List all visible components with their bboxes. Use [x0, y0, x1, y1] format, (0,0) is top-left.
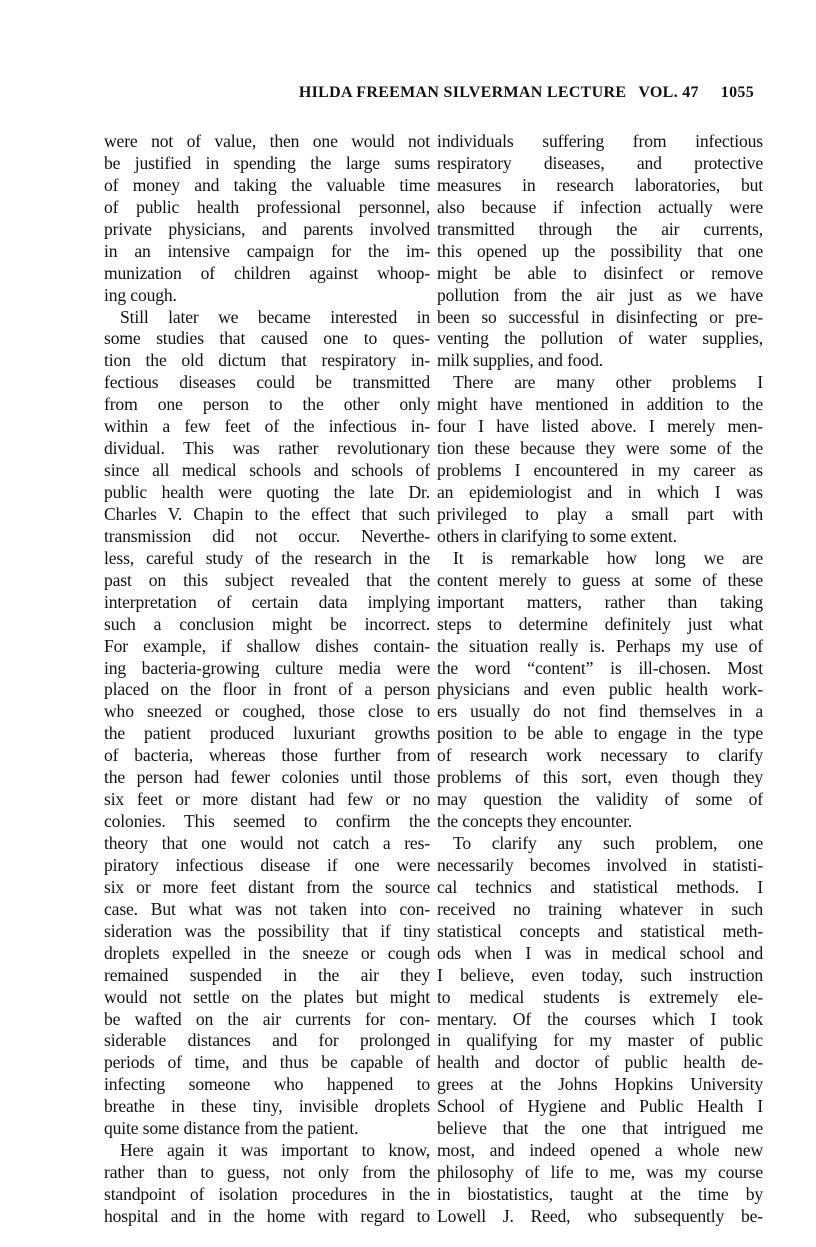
text-line: believe that the one that intrigued me [437, 1118, 763, 1139]
text-line: received no training whatever in such [437, 898, 763, 919]
text-line: four I have listed above. I merely men- [437, 416, 763, 437]
text-line: tion the old dictum that respiratory in- [104, 350, 430, 371]
text-line: of public health professional personnel, [104, 196, 430, 217]
text-line: would not settle on the plates but might [104, 986, 430, 1007]
text-line: some studies that caused one to ques- [104, 328, 430, 349]
text-line: problems I encountered in my career as [437, 460, 763, 481]
text-line: hospital and in the home with regard to [104, 1205, 430, 1226]
text-line: might have mentioned in addition to the [437, 394, 763, 415]
text-line: piratory infectious disease if one were [104, 854, 430, 875]
text-line: problems of this sort, even though they [437, 767, 763, 788]
text-line: transmitted through the air currents, [437, 218, 763, 239]
text-line: standpoint of isolation procedures in the [104, 1184, 430, 1204]
text-line: this opened up the possibility that one [437, 240, 763, 261]
text-line: position to be able to engage in the type [437, 723, 763, 744]
text-line: in biostatistics, taught at the time by [437, 1184, 763, 1204]
text-line: droplets expelled in the sneeze or cough [104, 942, 430, 963]
text-line: be wafted on the air currents for con- [104, 1008, 430, 1029]
text-line: School of Hygiene and Public Health I [437, 1096, 763, 1117]
text-line: philosophy of life to me, was my course [437, 1162, 763, 1183]
text-line: statistical concepts and statistical meth- [437, 920, 763, 941]
text-line: For example, if shallow dishes contain- [104, 635, 430, 656]
text-line: past on this subject revealed that the [104, 569, 430, 590]
text-line: pollution from the air just as we have [437, 284, 763, 305]
text-line: steps to determine definitely just what [437, 613, 763, 634]
text-line: sideration was the possibility that if tiny [104, 920, 430, 941]
text-line: theory that one would not catch a res- [104, 833, 430, 853]
text-line: placed on the floor in front of a person [104, 679, 430, 700]
text-line: who sneezed or coughed, those close to [104, 701, 430, 722]
text-line: fectious diseases could be transmitted [104, 372, 430, 393]
text-line: the word “content” is ill-chosen. Most [437, 657, 763, 678]
text-line: Still later we became interested in [120, 306, 430, 327]
text-line: To clarify any such problem, one [453, 833, 763, 853]
text-line: public health were quoting the late Dr. [104, 482, 430, 502]
text-line: ing bacteria-growing culture media were [104, 657, 430, 678]
text-line: important matters, rather than taking [437, 591, 763, 612]
text-line: such a conclusion might be incorrect. [104, 613, 430, 634]
text-line: most, and indeed opened a whole new [437, 1140, 763, 1161]
text-line: less, careful study of the research in the [104, 547, 430, 568]
text-line: in an intensive campaign for the im- [104, 240, 430, 261]
text-line: dividual. This was rather revolutionary [104, 438, 430, 459]
text-line: venting the pollution of water supplies, [437, 328, 763, 349]
text-line: in qualifying for my master of public [437, 1030, 763, 1051]
text-line: be justified in spending the large sums [104, 152, 430, 173]
text-line: colonies. This seemed to confirm the [104, 811, 430, 832]
text-line: Lowell J. Reed, who subsequently be- [437, 1205, 763, 1226]
text-line: ers usually do not find themselves in a [437, 701, 763, 722]
right-column [437, 131, 763, 1228]
text-line: the concepts they encounter. [437, 811, 633, 832]
text-line: the situation really is. Perhaps my use of [437, 635, 763, 656]
text-line: of bacteria, whereas those further from [104, 745, 430, 766]
text-line: respiratory diseases, and protective [437, 152, 763, 173]
text-line: I believe, even today, such instruction [437, 964, 763, 985]
text-line: individuals suffering from infectious [437, 131, 763, 151]
running-head [298, 84, 754, 108]
text-line: also because if infection actually were [437, 196, 763, 217]
text-line: Charles V. Chapin to the effect that such [104, 503, 430, 524]
text-line: cal technics and statistical methods. I [437, 876, 763, 897]
text-line: rather than to guess, not only from the [104, 1162, 430, 1183]
text-line: case. But what was not taken into con- [104, 898, 430, 919]
text-line: an epidemiologist and in which I was [437, 482, 763, 502]
text-line: ing cough. [104, 284, 177, 305]
text-line: since all medical schools and schools of [104, 460, 430, 481]
text-line: munization of children against whoop- [104, 262, 430, 283]
text-line: Here again it was important to know, [120, 1140, 430, 1161]
text-line: milk supplies, and food. [437, 350, 603, 371]
text-line: the patient produced luxuriant growths [104, 723, 430, 744]
text-line: transmission did not occur. Neverthe- [104, 525, 430, 546]
left-column [104, 131, 430, 1228]
text-line: siderable distances and for prolonged [104, 1030, 430, 1051]
text-line: There are many other problems I [453, 372, 763, 393]
text-line: were not of value, then one would not [104, 131, 430, 151]
page-number: 1055 [720, 84, 754, 101]
text-line: within a few feet of the infectious in- [104, 416, 430, 437]
text-line: tion these because they were some of the [437, 438, 763, 459]
text-line: infecting someone who happened to [104, 1074, 430, 1095]
text-line: necessarily becomes involved in statisti- [437, 854, 763, 875]
text-line: privileged to play a small part with [437, 503, 763, 524]
text-line: periods of time, and thus be capable of [104, 1052, 430, 1073]
text-line: from one person to the other only [104, 394, 430, 415]
text-line: others in clarifying to some extent. [437, 525, 677, 546]
text-line: content merely to guess at some of these [437, 569, 763, 590]
text-line: It is remarkable how long we are [453, 547, 763, 568]
text-line: six or more feet distant from the source [104, 876, 430, 897]
text-line: breathe in these tiny, invisible droplets [104, 1096, 430, 1117]
text-line: of money and taking the valuable time [104, 174, 430, 195]
text-line: to medical students is extremely ele- [437, 986, 763, 1007]
text-line: quite some distance from the patient. [104, 1118, 359, 1139]
text-line: grees at the Johns Hopkins University [437, 1074, 763, 1095]
text-line: the person had fewer colonies until those [104, 767, 430, 788]
text-line: of research work necessary to clarify [437, 745, 763, 766]
text-line: ods when I was in medical school and [437, 942, 763, 963]
running-title: HILDA FREEMAN SILVERMAN LECTURE [298, 84, 627, 101]
text-line: mentary. Of the courses which I took [437, 1008, 763, 1029]
text-line: interpretation of certain data implying [104, 591, 430, 612]
text-line: might be able to disinfect or remove [437, 262, 763, 283]
text-line: measures in research laboratories, but [437, 174, 763, 195]
text-line: six feet or more distant had few or no [104, 789, 430, 810]
text-line: physicians and even public health work- [437, 679, 763, 700]
volume-label: VOL. 47 [638, 84, 699, 101]
text-line: remained suspended in the air they [104, 964, 430, 985]
text-line: may question the validity of some of [437, 789, 763, 810]
text-line: been so successful in disinfecting or pre- [437, 306, 763, 327]
text-line: private physicians, and parents involved [104, 218, 430, 239]
text-line: health and doctor of public health de- [437, 1052, 763, 1073]
